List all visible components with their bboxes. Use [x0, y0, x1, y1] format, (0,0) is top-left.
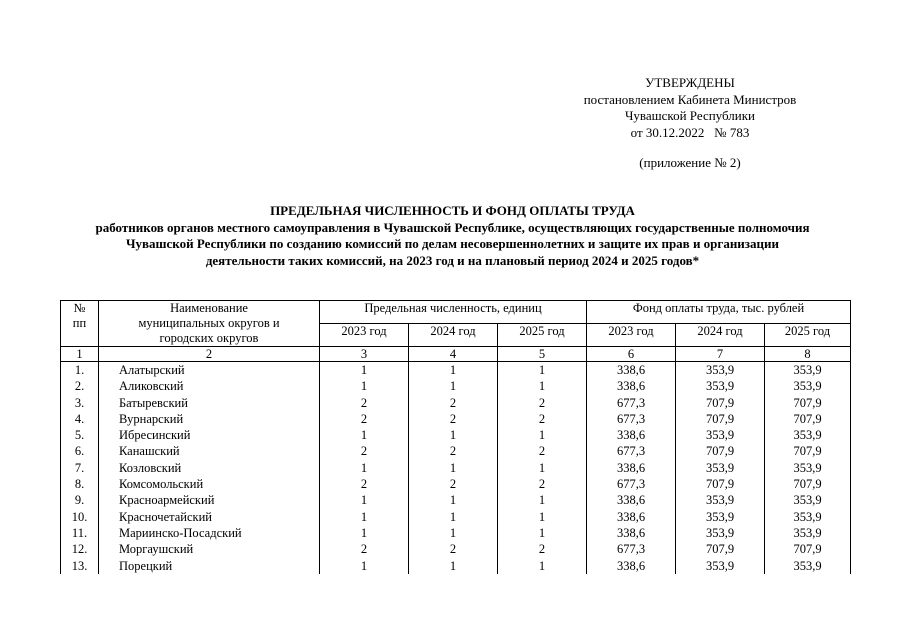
district-name: Батыревский: [99, 395, 320, 411]
district-name: Аликовский: [99, 378, 320, 394]
approval-line-1: УТВЕРЖДЕНЫ: [645, 75, 735, 90]
staff-2024: 2: [409, 476, 498, 492]
table-row: [61, 476, 851, 492]
fund-2023: 338,6: [587, 525, 676, 541]
table-row: [61, 460, 851, 476]
table-row: [61, 541, 851, 557]
header-name-line-3: городских округов: [159, 331, 259, 345]
district-name: Ибресинский: [99, 427, 320, 443]
title-line-1: ПРЕДЕЛЬНАЯ ЧИСЛЕННОСТЬ И ФОНД ОПЛАТЫ ТРУДА: [270, 203, 635, 218]
staff-2024: 2: [409, 411, 498, 427]
table-row: [61, 509, 851, 525]
fund-2025: 707,9: [765, 541, 851, 557]
header-name-line-2: муниципальных округов и: [138, 316, 280, 330]
table-row: [61, 492, 851, 508]
staff-2025: 1: [498, 362, 587, 379]
staff-2025: 1: [498, 525, 587, 541]
header-fund-2024: 2024 год: [676, 324, 765, 347]
district-name: Канашский: [99, 443, 320, 459]
fund-2024: 353,9: [676, 460, 765, 476]
header-num-line-1: №: [73, 301, 86, 315]
title-line-2: работников органов местного самоуправления в Чувашской Республике, осуществляющих государственные полномочия: [95, 219, 810, 235]
appendix-label: (приложение № 2): [639, 155, 741, 170]
row-number: 2.: [61, 378, 99, 394]
document-title: [40, 203, 865, 269]
row-number: 12.: [61, 541, 99, 557]
header-num-line-2: пп: [72, 316, 87, 330]
table-row: [61, 443, 851, 459]
staff-2025: 2: [498, 443, 587, 459]
fund-2023: 338,6: [587, 460, 676, 476]
fund-2024: 707,9: [676, 395, 765, 411]
staff-2024: 1: [409, 378, 498, 394]
fund-2025: 707,9: [765, 395, 851, 411]
data-table: [60, 300, 851, 574]
fund-2023: 338,6: [587, 492, 676, 508]
staff-2025: 1: [498, 492, 587, 508]
fund-2025: 353,9: [765, 362, 851, 379]
fund-2024: 353,9: [676, 558, 765, 574]
staff-2025: 2: [498, 541, 587, 557]
staff-2023: 1: [320, 509, 409, 525]
staff-2024: 1: [409, 509, 498, 525]
district-name: Красноармейский: [99, 492, 320, 508]
fund-2023: 338,6: [587, 509, 676, 525]
fund-2024: 353,9: [676, 509, 765, 525]
approval-block: [560, 75, 820, 141]
fund-2023: 338,6: [587, 378, 676, 394]
header-fund-2025: 2025 год: [765, 324, 851, 347]
fund-2024: 707,9: [676, 541, 765, 557]
staff-2025: 1: [498, 427, 587, 443]
row-number: 13.: [61, 558, 99, 574]
table-body: [61, 362, 851, 574]
fund-2025: 353,9: [765, 378, 851, 394]
fund-2025: 353,9: [765, 427, 851, 443]
column-number: 1: [61, 347, 99, 362]
staff-2024: 2: [409, 541, 498, 557]
title-line-4: деятельности таких комиссий, на 2023 год и на плановый период 2024 и 2025 годов*: [205, 252, 700, 268]
staff-2024: 1: [409, 460, 498, 476]
row-number: 5.: [61, 427, 99, 443]
approval-line-4: от 30.12.2022 № 783: [630, 124, 750, 140]
staff-2023: 2: [320, 541, 409, 557]
staff-2023: 1: [320, 378, 409, 394]
staff-2025: 1: [498, 509, 587, 525]
staff-2024: 1: [409, 492, 498, 508]
header-num: [61, 301, 99, 347]
staff-2024: 2: [409, 395, 498, 411]
row-number: 7.: [61, 460, 99, 476]
fund-2025: 707,9: [765, 476, 851, 492]
fund-2024: 353,9: [676, 362, 765, 379]
title-line-3: Чувашской Республики по созданию комиссий по делам несовершеннолетних и защите их прав и организации: [126, 236, 779, 251]
fund-2023: 677,3: [587, 443, 676, 459]
fund-2023: 338,6: [587, 558, 676, 574]
staff-2024: 1: [409, 558, 498, 574]
row-number: 11.: [61, 525, 99, 541]
fund-2023: 338,6: [587, 427, 676, 443]
district-name: Вурнарский: [99, 411, 320, 427]
fund-2024: 353,9: [676, 378, 765, 394]
staff-2025: 1: [498, 378, 587, 394]
staff-2025: 2: [498, 476, 587, 492]
row-number: 3.: [61, 395, 99, 411]
header-staff-2024: 2024 год: [409, 324, 498, 347]
table-row: [61, 558, 851, 574]
table-row: [61, 411, 851, 427]
header-name: [99, 301, 320, 347]
fund-2025: 353,9: [765, 460, 851, 476]
district-name: Мариинско-Посадский: [99, 525, 320, 541]
fund-2024: 707,9: [676, 411, 765, 427]
fund-2023: 677,3: [587, 411, 676, 427]
fund-2024: 353,9: [676, 427, 765, 443]
fund-2023: 338,6: [587, 362, 676, 379]
row-number: 9.: [61, 492, 99, 508]
district-name: Комсомольский: [99, 476, 320, 492]
fund-2025: 707,9: [765, 411, 851, 427]
staff-2023: 2: [320, 476, 409, 492]
header-staff-2023: 2023 год: [320, 324, 409, 347]
staff-2025: 1: [498, 460, 587, 476]
column-number: 4: [409, 347, 498, 362]
header-name-line-1: Наименование: [170, 301, 248, 315]
fund-2024: 353,9: [676, 525, 765, 541]
staff-2024: 1: [409, 525, 498, 541]
staff-2023: 1: [320, 362, 409, 379]
staff-2023: 1: [320, 492, 409, 508]
fund-2025: 353,9: [765, 525, 851, 541]
staff-2023: 1: [320, 427, 409, 443]
staff-2023: 2: [320, 443, 409, 459]
district-name: Красночетайский: [99, 509, 320, 525]
column-number: 6: [587, 347, 676, 362]
fund-2023: 677,3: [587, 476, 676, 492]
row-number: 10.: [61, 509, 99, 525]
column-number: 3: [320, 347, 409, 362]
fund-2024: 707,9: [676, 443, 765, 459]
column-number: 8: [765, 347, 851, 362]
column-number: 2: [99, 347, 320, 362]
fund-2024: 707,9: [676, 476, 765, 492]
staff-2023: 1: [320, 525, 409, 541]
fund-2023: 677,3: [587, 541, 676, 557]
fund-2025: 353,9: [765, 509, 851, 525]
header-group-fund: Фонд оплаты труда, тыс. рублей: [587, 301, 851, 324]
staff-2023: 2: [320, 395, 409, 411]
table-row: [61, 427, 851, 443]
staff-2025: 2: [498, 395, 587, 411]
table-row: [61, 525, 851, 541]
column-number: 7: [676, 347, 765, 362]
staff-2023: 1: [320, 460, 409, 476]
fund-2025: 353,9: [765, 492, 851, 508]
district-name: Порецкий: [99, 558, 320, 574]
staff-2024: 2: [409, 443, 498, 459]
column-number: 5: [498, 347, 587, 362]
table-row: [61, 395, 851, 411]
row-number: 8.: [61, 476, 99, 492]
table-header: [61, 301, 851, 362]
fund-2024: 353,9: [676, 492, 765, 508]
header-group-staff: Предельная численность, единиц: [320, 301, 587, 324]
table-row: [61, 378, 851, 394]
table-row: [61, 362, 851, 379]
staff-2025: 1: [498, 558, 587, 574]
column-number-row: [61, 347, 851, 362]
staff-2024: 1: [409, 362, 498, 379]
staff-2023: 1: [320, 558, 409, 574]
header-staff-2025: 2025 год: [498, 324, 587, 347]
staff-2025: 2: [498, 411, 587, 427]
row-number: 6.: [61, 443, 99, 459]
district-name: Алатырский: [99, 362, 320, 379]
approval-line-2: постановлением Кабинета Министров: [583, 91, 797, 107]
staff-2023: 2: [320, 411, 409, 427]
approval-line-3: Чувашской Республики: [624, 108, 756, 123]
fund-2023: 677,3: [587, 395, 676, 411]
fund-2025: 707,9: [765, 443, 851, 459]
fund-2025: 353,9: [765, 558, 851, 574]
district-name: Моргаушский: [99, 541, 320, 557]
row-number: 4.: [61, 411, 99, 427]
district-name: Козловский: [99, 460, 320, 476]
staff-2024: 1: [409, 427, 498, 443]
row-number: 1.: [61, 362, 99, 379]
header-fund-2023: 2023 год: [587, 324, 676, 347]
